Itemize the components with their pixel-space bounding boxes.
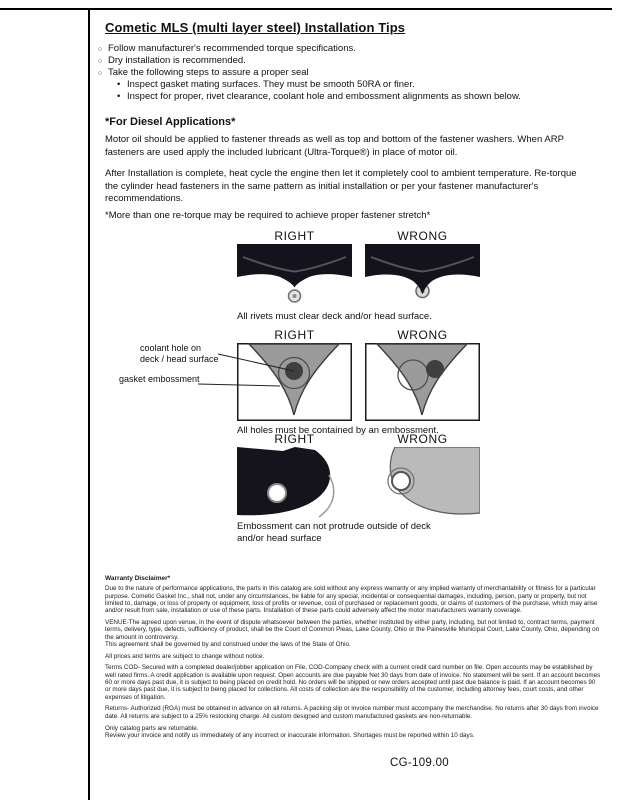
venue-paragraph: VENUE-The agreed upon venue, in the event of dispute whatsoever between the parties, whether instituted by either party, including, but not limited to, contract terms, payment terms, delivery, type, defects, sufficiency of product, shall be the Court of Common Pleas, Lake County, Ohio or the Painesville Municipal Court, Lake County, Ohio, depending on the amount in controversy. [105,618,600,641]
page-title: Cometic MLS (multi layer steel) Installation Tips [105,20,406,35]
right-label-row3: RIGHT [274,432,315,446]
wrong-label-row1: WRONG [397,229,448,243]
terms-cod-paragraph: Terms COD- Secured with a completed dealer/jobber application on File, COD-Company check with a current credit card number on file. Open accounts may be established by well rated firms. A credit application is available upon request. Open accounts are due payable Net 30 days from date of invoice. No statement will be sent. If an account becomes 60 or more days past due, it is subject to being placed on credit hold. No orders will be shipped or new orders accepted until past due balance is paid. If an account becomes 90 or more days past due, it is subject to being placed for collections. All costs of collection are the responsibility of the customer, including attorney fees, court costs, and other expenses of litigation. [105,664,601,701]
prices-terms-line: All prices and terms are subject to change without notice. [105,652,265,660]
warranty-paragraph: Due to the nature of performance applications, the parts in this catalog are sold without any express warranty or any implied warranty of merchantability or fitness for a particular purpose. Cometic Gasket Inc., shall not, under any circumstances, be liable for any special, incidental or consequential damages, including, person, party or property, but not limited to, damage, or loss of property or equipment, loss of profits or revenue, cost of purchased or replacement goods, or claims of customers of the purchase, which may arise and/or result from sale, installation or use of these parts. Installation of these parts could adversely affect the motor manufacturers warranty coverage. [105,585,598,615]
protrusion-caption-line2: and/or head surface [237,532,322,544]
embossment-containment-wrong-diagram [365,343,480,426]
retorque-note: *More than one re-torque may be required to achieve proper fastener stretch* [105,210,431,221]
governing-law-line: This agreement shall be governed by and construed under the laws of the State of Ohio. [105,640,351,648]
coolant-hole-label-line1: coolant hole on [140,343,202,353]
warranty-disclaimer [105,575,602,744]
diesel-paragraph-1: Motor oil should be applied to fastener threads as well as top and bottom of the fastener washers. When ARP fasteners are used apply the included lubricant (Ultra-Torque®) in place of motor oil. [105,134,564,158]
wrong-label-row3: WRONG [397,432,448,446]
sub-bullet-item: • Inspect for proper, rivet clearance, coolant hole and embossment alignments as shown below. [117,91,598,103]
invoice-review-line: Review your invoice and notify us immediately of any incorrect or inaccurate information. Shortages must be reported within 10 days. [105,731,475,739]
catalog-parts-line: Only catalog parts are returnable. [105,724,199,732]
protrusion-caption [237,521,431,544]
diesel-applications-heading: *For Diesel Applications* [105,116,236,128]
left-rule-divider [88,8,90,800]
protrusion-caption-line1: Embossment can not protrude outside of deck [237,521,431,532]
right-label-row1: RIGHT [274,229,315,243]
holes-caption: All holes must be contained by an embossment. [237,425,439,436]
right-label-row2: RIGHT [274,328,315,342]
label-leader-lines [192,348,296,394]
embossment-protrusion-wrong-diagram [365,447,480,524]
rivet-clearance-right-diagram [237,244,352,311]
bullet-item: ○ Take the following steps to assure a proper seal [98,67,598,79]
rivet-caption: All rivets must clear deck and/or head surface. [237,311,432,322]
rivet-clearance-wrong-diagram [365,244,480,311]
gasket-embossment-label: gasket embossment [119,374,200,384]
wrong-label-row2: WRONG [397,328,448,342]
tips-bullet-list [98,43,598,103]
bullet-item: ○ Dry installation is recommended. [98,55,598,67]
diesel-paragraph-2: After Installation is complete, heat cycle the engine then let it completely cool to ambient temperature. Re-torque the cylinder head fasteners in the same pattern as initial installation or per your fastener manufacturer's recommendations. [105,168,577,204]
top-rule-divider [0,8,612,10]
returns-paragraph: Returns- Authorized (RGA) must be obtained in advance on all returns. A packing slip or invoice number must accompany the merchandise. No returns after 30 days from invoice date. All returns are subject to a 25% restocking charge. All custom designed and custom manufactured gaskets are non-returnable. [105,705,599,720]
warranty-heading: Warranty Disclaimer* [105,575,171,582]
sub-bullet-item: • Inspect gasket mating surfaces. They must be smooth 50RA or finer. [117,79,598,91]
bullet-item: ○ Follow manufacturer's recommended torque specifications. [98,43,598,55]
document-number: CG-109.00 [390,757,449,769]
coolant-hole-label-line2: deck / head surface [140,354,219,364]
embossment-protrusion-right-diagram [237,447,352,524]
